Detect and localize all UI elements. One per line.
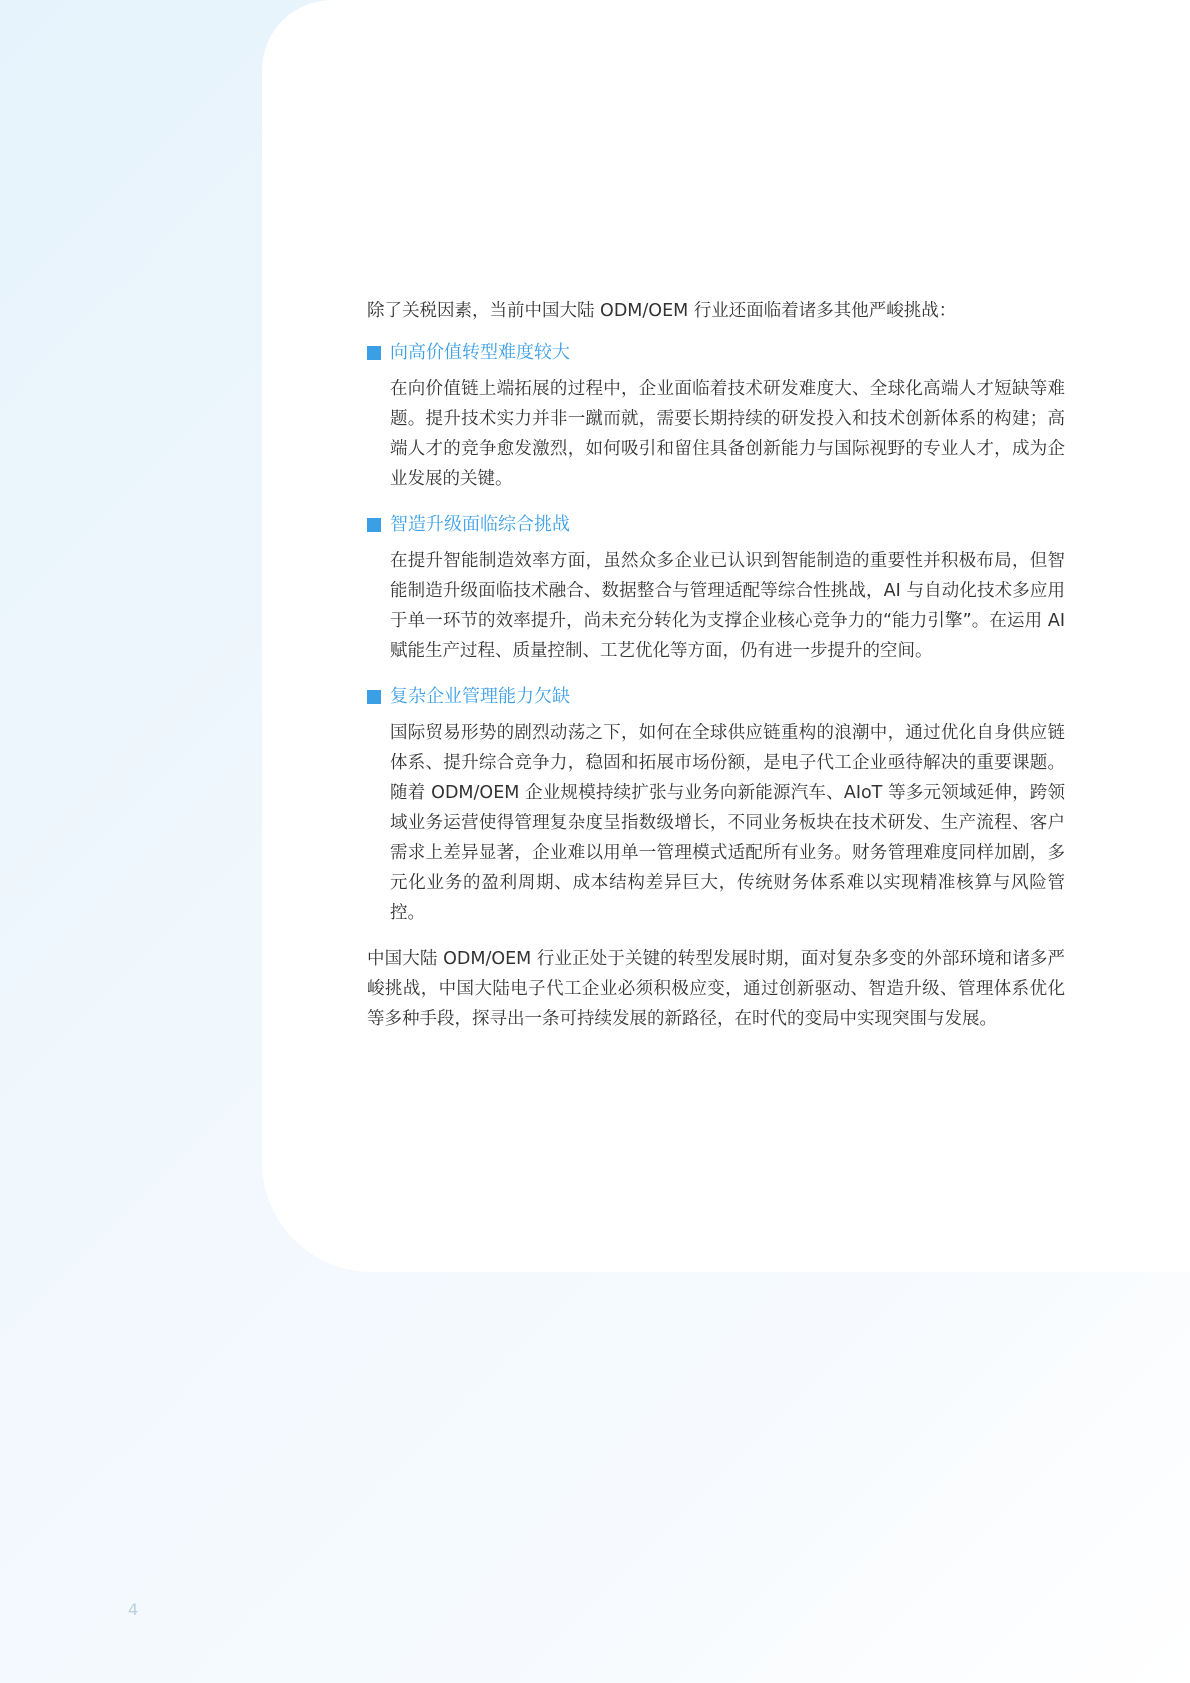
section-body: 在提升智能制造效率方面，虽然众多企业已认识到智能制造的重要性并积极布局，但智能制造升级面临技术融合、数据整合与管理适配等综合性挑战，AI 与自动化技术多应用于单一环节的效率提升，尚未充分转化为支撑企业核心竞争力的“能力引擎”。在运用 AI 赋能生产过程、质量控制、工艺优化等方面，仍有进一步提升的空间。 <box>390 551 1065 661</box>
section-heading <box>367 682 1065 712</box>
section-body: 在向价值链上端拓展的过程中，企业面临着技术研发难度大、全球化高端人才短缺等难题。提升技术实力并非一蹴而就，需要长期持续的研发投入和技术创新体系的构建；高端人才的竞争愈发激烈，如何吸引和留住具备创新能力与国际视野的专业人才，成为企业发展的关键。 <box>390 379 1065 489</box>
challenge-section-3 <box>367 682 1065 928</box>
conclusion-paragraph: 中国大陆 ODM/OEM 行业正处于关键的转型发展时期，面对复杂多变的外部环境和诸多严峻挑战，中国大陆电子代工企业必须积极应变，通过创新驱动、智造升级、管理体系优化等多种手段，探寻出一条可持续发展的新路径，在时代的变局中实现突围与发展。 <box>367 949 1065 1029</box>
main-content <box>367 296 1065 1034</box>
challenge-section-2 <box>367 510 1065 666</box>
section-heading <box>367 338 1065 368</box>
section-body: 国际贸易形势的剧烈动荡之下，如何在全球供应链重构的浪潮中，通过优化自身供应链体系、提升综合竞争力，稳固和拓展市场份额，是电子代工企业亟待解决的重要课题。随着 ODM/OEM 企业规模持续扩张与业务向新能源汽车、AIoT 等多元领域延伸，跨领域业务运营使得管理复杂度呈指数级增长，不同业务板块在技术研发、生产流程、客户需求上差异显著，企业难以用单一管理模式适配所有业务。财务管理难度同样加剧，多元化业务的盈利周期、成本结构差异巨大，传统财务体系难以实现精准核算与风险管控。 <box>390 723 1065 923</box>
square-bullet-icon <box>367 346 381 360</box>
section-heading <box>367 510 1065 540</box>
challenge-section-1 <box>367 338 1065 494</box>
section-title: 复杂企业管理能力欠缺 <box>390 686 570 707</box>
section-title: 向高价值转型难度较大 <box>390 342 570 363</box>
section-title: 智造升级面临综合挑战 <box>390 514 570 535</box>
intro-paragraph: 除了关税因素，当前中国大陆 ODM/OEM 行业还面临着诸多其他严峻挑战： <box>367 301 957 321</box>
square-bullet-icon <box>367 518 381 532</box>
square-bullet-icon <box>367 690 381 704</box>
page-number: 4 <box>128 1600 139 1619</box>
